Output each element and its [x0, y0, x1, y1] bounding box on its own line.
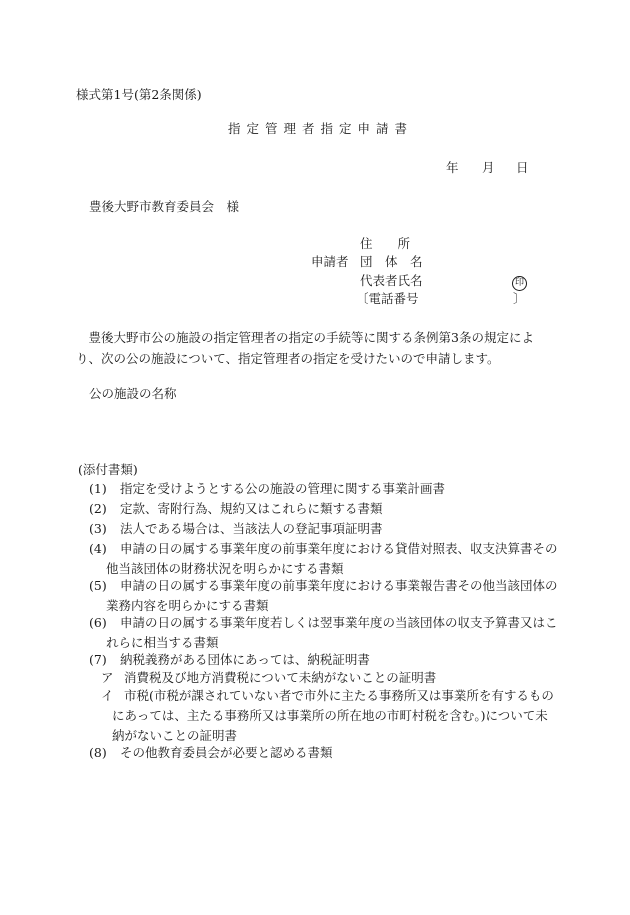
- attachment-sub-item-a: 消費税及び地方消費税について未納がないことの証明書: [124, 670, 437, 685]
- attachment-num-1: (1): [89, 481, 107, 496]
- seal-label: 印: [512, 276, 527, 291]
- attachment-num-8: (8): [89, 745, 107, 760]
- attachment-item-7: 納税義務がある団体にあっては、納税証明書: [120, 652, 370, 667]
- phone-close-bracket: 〕: [513, 291, 526, 306]
- date-month: 月: [482, 160, 495, 175]
- date-year: 年: [446, 160, 459, 175]
- facility-name-label: 公の施設の名称: [89, 386, 177, 401]
- attachment-item-2: 定款、寄附行為、規約又はこれらに類する書類: [120, 501, 383, 516]
- document-title: 指定管理者指定申請書: [228, 121, 414, 136]
- attachment-item-3: 法人である場合は、当該法人の登記事項証明書: [120, 521, 383, 536]
- applicant-address-label: 住 所: [360, 236, 411, 251]
- group-name-label: 団 体 名: [360, 254, 423, 269]
- seal-mark: [512, 273, 527, 291]
- phone-label: 〔電話番号: [356, 291, 419, 306]
- attachment-sub-item-i: 市税(市税が課されていない者で市外に主たる事務所又は事業所を有するものにあっては、主たる事務所又は事業所の所在地の市町村税を含む。)について未納がないことの証明書: [112, 688, 554, 743]
- attachment-num-5: (5): [89, 578, 107, 593]
- attachment-num-2: (2): [89, 501, 107, 516]
- date-day: 日: [516, 160, 529, 175]
- attachment-sub-num-i: イ: [101, 688, 114, 703]
- attachment-num-7: (7): [89, 652, 107, 667]
- attachment-num-4: (4): [89, 541, 107, 556]
- form-number: 様式第1号(第2条関係): [76, 87, 202, 102]
- attachment-num-3: (3): [89, 521, 107, 536]
- addressee: 豊後大野市教育委員会 様: [89, 199, 240, 214]
- body-text: 豊後大野市公の施設の指定管理者の指定の手続等に関する条例第3条の規定により、次の公の施設について、指定管理者の指定を受けたいので申請します。: [76, 330, 534, 366]
- attachments-heading: (添付書類): [78, 462, 138, 477]
- attachment-item-8: その他教育委員会が必要と認める書類: [120, 745, 333, 760]
- attachment-num-6: (6): [89, 615, 107, 630]
- attachment-item-5: 申請の日の属する事業年度の前事業年度における事業報告書その他当該団体の業務内容を明らかにする書類: [106, 578, 558, 613]
- attachment-item-4: 申請の日の属する事業年度の前事業年度における貸借対照表、収支決算書その他当該団体の財務状況を明らかにする書類: [106, 541, 558, 576]
- attachment-item-6: 申請の日の属する事業年度若しくは翌事業年度の当該団体の収支予算書又はこれらに相当する書類: [106, 615, 558, 650]
- applicant-label: 申請者: [311, 254, 349, 269]
- attachment-sub-num-a: ア: [101, 670, 114, 685]
- attachment-item-1: 指定を受けようとする公の施設の管理に関する事業計画書: [120, 481, 446, 496]
- representative-label: 代表者氏名: [360, 273, 423, 288]
